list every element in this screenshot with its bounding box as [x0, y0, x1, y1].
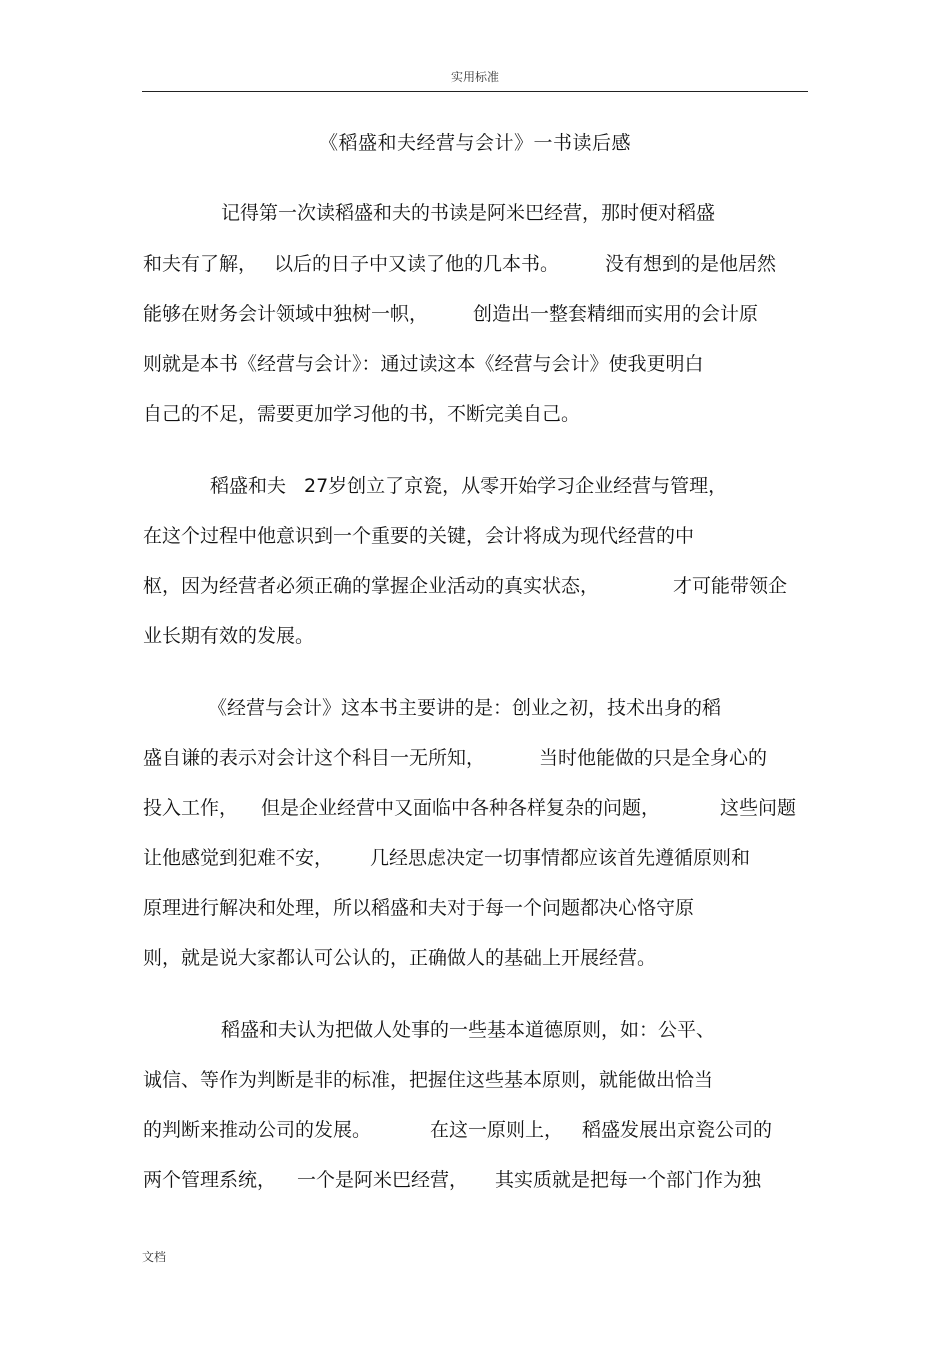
text-line: [0, 1115, 950, 1145]
text-line: [0, 893, 950, 923]
text-line: [0, 399, 950, 429]
text-segment: 稻盛和夫认为把做人处事的一些基本道德原则，如：公平、: [221, 1019, 716, 1041]
text-line: [0, 621, 950, 651]
text-line: [0, 299, 950, 329]
text-line: [0, 521, 950, 551]
text-segment: 投入工作，: [143, 797, 239, 819]
text-segment: 原理进行解决和处理，所以稻盛和夫对于每一个问题都决心恪守原: [143, 897, 695, 919]
text-segment: 能够在财务会计领域中独树一帜，: [143, 303, 429, 325]
text-segment: 才可能带领企: [673, 575, 788, 597]
page-footer: 文档: [142, 1250, 167, 1264]
header-divider: [142, 91, 808, 92]
text-line: [0, 1065, 950, 1095]
text-line: [0, 571, 950, 601]
text-line: [0, 1165, 950, 1195]
text-line: [0, 198, 950, 228]
text-segment: 业长期有效的发展。: [143, 625, 315, 647]
page-header: 实用标准: [450, 70, 499, 84]
text-segment: 自己的不足，需要更加学习他的书，不断完美自己。: [143, 403, 581, 425]
text-line: [0, 471, 950, 501]
text-segment: 和夫有了解，: [143, 253, 258, 275]
text-segment: 以后的日子中又读了他的几本书。: [274, 253, 560, 275]
text-segment: 则，就是说大家都认可公认的，正确做人的基础上开展经营。: [143, 947, 657, 969]
text-segment: 但是企业经营中又面临中各种各样复杂的问题，: [261, 797, 661, 819]
text-segment: 一个是阿米巴经营，: [297, 1169, 469, 1191]
text-segment: 的判断来推动公司的发展。: [143, 1119, 372, 1141]
text-segment: 则就是本书《经营与会计》：通过读这本《经营与会计》使我更明白: [143, 353, 704, 375]
text-line: [0, 1015, 950, 1045]
document-title: 《稻盛和夫经营与会计》一书读后感: [318, 132, 631, 154]
text-segment: 在这一原则上，: [430, 1119, 564, 1141]
text-segment: 没有想到的是他居然: [605, 253, 777, 275]
text-line: [0, 843, 950, 873]
text-line: [0, 693, 950, 723]
text-segment: 两个管理系统，: [143, 1169, 277, 1191]
text-segment: 在这个过程中他意识到一个重要的关键，会计将成为现代经营的中: [143, 525, 695, 547]
text-segment: 几经思虑决定一切事情都应该首先遵循原则和: [370, 847, 751, 869]
text-segment: 稻盛发展出京瓷公司的: [582, 1119, 773, 1141]
text-segment: 诚信、等作为判断是非的标准，把握住这些基本原则，就能做出恰当: [143, 1069, 714, 1091]
text-line: [0, 249, 950, 279]
text-segment: 记得第一次读稻盛和夫的书读是阿米巴经营，那时便对稻盛: [221, 202, 716, 224]
text-line: [0, 349, 950, 379]
text-line: [0, 943, 950, 973]
text-line: [0, 793, 950, 823]
text-segment: 稻盛和夫: [210, 475, 287, 497]
text-segment: 让他感觉到犯难不安，: [143, 847, 334, 869]
text-segment: 这些问题: [720, 797, 797, 819]
text-segment: 创造出一整套精细而实用的会计原: [473, 303, 759, 325]
text-segment: 盛自谦的表示对会计这个科目一无所知，: [143, 747, 486, 769]
text-segment: 当时他能做的只是全身心的: [539, 747, 768, 769]
text-segment: 《经营与会计》这本书主要讲的是：创业之初，技术出身的稻: [208, 697, 722, 719]
text-segment: 枢，因为经营者必须正确的掌握企业活动的真实状态，: [143, 575, 600, 597]
text-line: [0, 743, 950, 773]
text-segment: 27岁创立了京瓷，从零开始学习企业经营与管理，: [304, 475, 728, 497]
text-segment: 其实质就是把每一个部门作为独: [495, 1169, 762, 1191]
